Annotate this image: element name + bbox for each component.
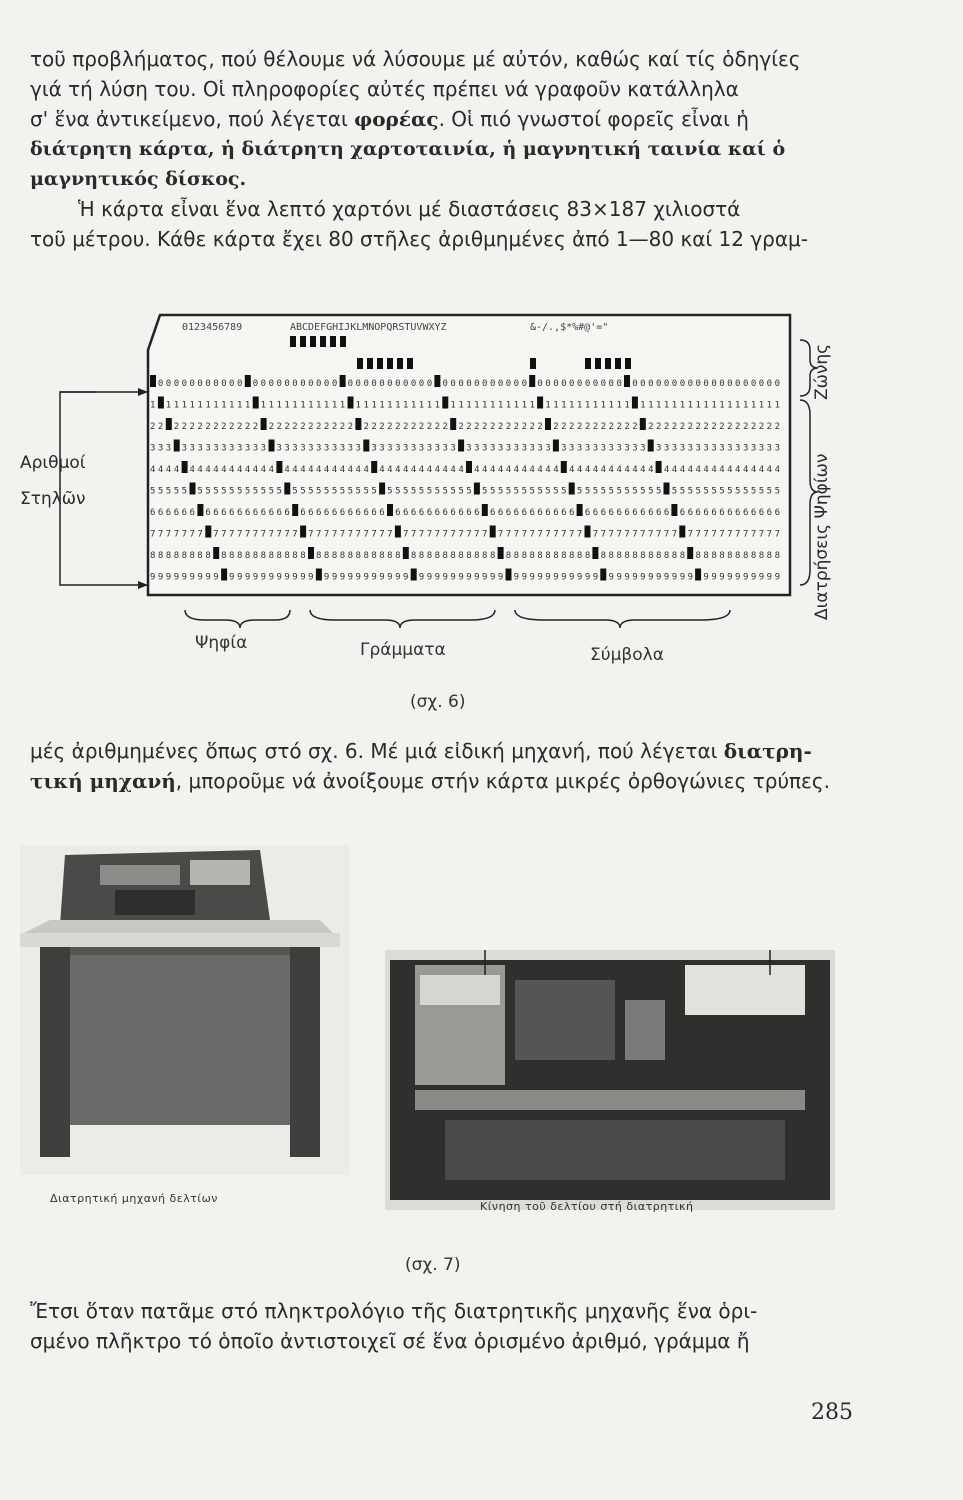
text-line: τική μηχανή, μποροῦμε νά ἀνοίξουμε στήν κάρτα μικρές ὀρθογώνιες τρύπες. (30, 769, 830, 793)
term-carrier: φορέας (354, 107, 439, 131)
punched-hole (261, 418, 267, 430)
text-line-bold: μαγνητικός δίσκος. (30, 168, 247, 190)
card-digit-row: 4444 44444444444 44444444444 44444444444 44444444444 44444444444 444444444444444 (150, 465, 780, 475)
punched-hole (377, 358, 383, 369)
punched-hole (330, 336, 336, 347)
card-digit-row: 999999999 99999999999 99999999999 99999999999 99999999999 99999999999 9999999999 (150, 572, 780, 583)
punched-hole (308, 547, 314, 559)
paragraph-punch-machine (30, 736, 860, 796)
punched-hole (310, 336, 316, 347)
punched-hole (205, 526, 211, 538)
punched-hole (367, 358, 373, 369)
punched-hole (407, 358, 413, 369)
punched-hole (363, 440, 369, 452)
figure-caption: (σχ. 6) (410, 692, 466, 712)
punched-hole (450, 418, 456, 430)
punched-hole (605, 358, 611, 369)
text-line: τοῦ προβλήματος, πού θέλουμε νά λύσουμε μέ αὐτόν, καθώς καί τίς ὁδηγίες (30, 47, 801, 71)
punched-hole (397, 358, 403, 369)
card-movement-photo (385, 950, 835, 1210)
punched-hole (600, 569, 606, 581)
column-numbers-label: Αριθμοί Στηλῶν (20, 453, 86, 509)
punched-hole (158, 397, 164, 409)
card-digit-row: 00000000000 00000000000 00000000000 00000000000 00000000000 0000000000000000000 (157, 379, 780, 389)
zone-label: Ζώνης (812, 343, 832, 400)
label-digits: Ψηφία (195, 633, 248, 653)
punched-hole (395, 526, 401, 538)
card-digit-row: 1 11111111111 11111111111 11111111111 11111111111 11111111111 111111111111111111 (150, 400, 780, 411)
punched-hole (671, 504, 677, 516)
punched-hole (197, 504, 203, 516)
text-line: μές ἀριθμημένες ὅπως στό σχ. 6. Μέ μιά εἰδική μηχανή, πού λέγεται διατρη- (30, 739, 812, 763)
punched-hole (656, 461, 662, 473)
text-line: σμένο πλῆκτρο τό ὁποῖο ἀντιστοιχεῖ σέ ἕνα ὁρισμένο ἀριθμό, γράμμα ἤ (30, 1329, 750, 1353)
punched-hole (269, 440, 275, 452)
punched-hole (498, 547, 504, 559)
card-header-letters: ABCDEFGHIJKLMNOPQRSTUVWXYZ (290, 322, 447, 333)
caption-right: Κίνηση τοῦ δελτίου στή διατρητική (480, 1200, 694, 1213)
label-symbols: Σύμβολα (590, 645, 664, 665)
punched-hole (482, 504, 488, 516)
card-digit-row: 22 22222222222 22222222222 22222222222 22222222222 22222222222 22222222222222222 (150, 422, 780, 432)
punched-hole (490, 526, 496, 538)
punched-hole (687, 547, 693, 559)
card-header-symbols: &-/.,$*%#@'=" (530, 322, 609, 333)
punched-hole (625, 358, 631, 369)
punched-hole (537, 397, 543, 409)
punched-hole (245, 375, 251, 387)
punched-hole (624, 375, 630, 387)
text-line: σ' ἕνα ἀντικείμενο, πού λέγεται φορέας. Οἱ πιό γνωστοί φορεῖς εἶναι ἡ (30, 107, 749, 131)
text-line: Ἔτσι ὅταν πατᾶμε στό πληκτρολόγιο τῆς διατρητικῆς μηχανῆς ἕνα ὁρι- (30, 1299, 758, 1323)
punched-hole (577, 504, 583, 516)
figure-punch-machines (0, 840, 963, 1275)
figure-punched-card (0, 300, 963, 720)
punched-hole (300, 526, 306, 538)
term-punch-machine: διατρη- (723, 739, 812, 763)
punched-hole (553, 440, 559, 452)
punched-hole (695, 569, 701, 581)
punched-hole (595, 358, 601, 369)
punched-hole (320, 336, 326, 347)
card-header-digits: 0123456789 (182, 322, 243, 333)
punched-hole (442, 397, 448, 409)
punched-hole (403, 547, 409, 559)
punched-hole (458, 440, 464, 452)
punched-hole (221, 569, 227, 581)
punched-hole (648, 440, 654, 452)
text-line: Ἡ κάρτα εἶναι ἕνα λεπτό χαρτόνι μέ διαστάσεις 83×187 χιλιοστά (78, 197, 741, 221)
punched-hole (182, 461, 188, 473)
caption-left: Διατρητική μηχανή δελτίων (50, 1192, 218, 1205)
punched-hole (213, 547, 219, 559)
punched-hole (585, 358, 591, 369)
punched-hole (284, 483, 290, 495)
punched-hole (276, 461, 282, 473)
text-line: τοῦ μέτρου. Κάθε κάρτα ἔχει 80 στῆλες ἀριθμημένες ἀπό 1—80 καί 12 γραμ- (30, 227, 808, 251)
punched-hole (371, 461, 377, 473)
punched-hole (387, 358, 393, 369)
punched-hole (466, 461, 472, 473)
figure-caption: (σχ. 7) (405, 1255, 461, 1275)
card-digit-row: 666666 66666666666 66666666666 66666666666 66666666666 66666666666 6666666666666 (150, 508, 780, 518)
punched-hole (357, 358, 363, 369)
punched-hole (387, 504, 393, 516)
punched-hole (664, 483, 670, 495)
punched-hole (150, 375, 156, 387)
punched-hole (174, 440, 180, 452)
punched-hole (290, 336, 296, 347)
punched-hole (506, 569, 512, 581)
page-number: 285 (811, 1400, 853, 1425)
punched-hole (679, 526, 685, 538)
digit-punches-label: Διατρήσεις Ψηφίων (812, 453, 832, 620)
punched-hole (190, 483, 196, 495)
punched-hole (379, 483, 385, 495)
punch-machine-photo (20, 845, 350, 1175)
punched-hole (340, 336, 346, 347)
punched-hole (632, 397, 638, 409)
card-digit-row: 88888888 88888888888 88888888888 88888888888 88888888888 88888888888 88888888888 (150, 551, 780, 561)
punched-hole (340, 375, 346, 387)
punched-hole (569, 483, 575, 495)
punched-hole (434, 375, 440, 387)
card-digit-row: 7777777 77777777777 77777777777 77777777777 77777777777 77777777777 777777777777 (150, 529, 780, 540)
punched-hole (585, 526, 591, 538)
punched-hole (300, 336, 306, 347)
punched-hole (640, 418, 646, 430)
punched-hole (316, 569, 322, 581)
punched-hole (355, 418, 361, 430)
punched-hole (166, 418, 172, 430)
punched-hole (474, 483, 480, 495)
text-line: γιά τή λύση του. Οἱ πληροφορίες αὐτές πρέπει νά γραφοῦν κατάλληλα (30, 77, 739, 101)
punched-hole (529, 375, 535, 387)
punched-hole (561, 461, 567, 473)
card-digit-row: 55555 55555555555 55555555555 55555555555 55555555555 55555555555 55555555555555 (150, 486, 780, 497)
paragraph-intro (30, 44, 860, 254)
punched-hole (292, 504, 298, 516)
punched-hole (530, 358, 536, 369)
label-letters: Γράμματα (360, 640, 446, 660)
punched-hole (411, 569, 417, 581)
punched-hole (253, 397, 259, 409)
punched-hole (592, 547, 598, 559)
punched-hole (615, 358, 621, 369)
punched-hole (545, 418, 551, 430)
card-digit-row: 333 33333333333 33333333333 33333333333 33333333333 33333333333 3333333333333333 (150, 443, 780, 454)
paragraph-keyboard (30, 1296, 860, 1356)
text-line-bold: διάτρητη κάρτα, ἡ διάτρητη χαρτοταινία, ἡ μαγνητική ταινία καί ὁ (30, 138, 786, 160)
punched-hole (348, 397, 354, 409)
